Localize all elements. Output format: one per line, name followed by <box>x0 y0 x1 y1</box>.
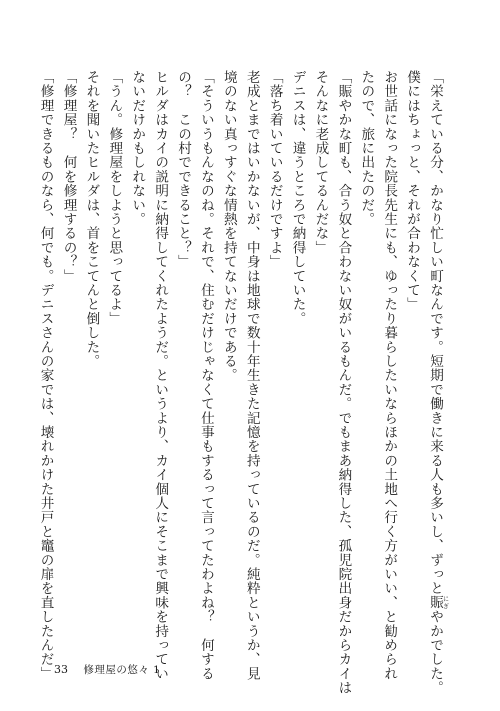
ruby-base: 賑 <box>427 595 443 610</box>
text-line: 「賑やかな町も、合う奴と合わない奴がいるもんだ。でもまあ納得した、孤児院出身だからカイは <box>335 70 352 695</box>
text-line: の？ この村でできること？」 <box>175 70 192 269</box>
text-line: それを聞いたヒルダは、首をこてんと倒した。 <box>83 70 100 369</box>
text-line: デニスは、違うところで納得していた。 <box>289 70 306 326</box>
ruby-reading: にぎ <box>441 595 449 610</box>
text-line-content: 「栄えている分、かなり忙しい町なんです。短期で働きに来る人も多いし、ずっと <box>427 70 443 596</box>
text-line: 境のない真っすぐな情熱を持てないだけである。 <box>220 70 237 383</box>
text-line: お世話になった院長先生にも、ゆったり暮らしたいならほかの土地へ行く方がいい、と勧められ <box>381 70 398 681</box>
text-line-content: やかでした。 <box>427 609 443 695</box>
text-line: 僕にはちょっと、それが合わなくて」 <box>404 70 421 312</box>
text-line: 「修理できるものなら、何でも。デニスさんの家では、壊れかけた井戸と竈の扉を直したんだ」 <box>37 70 54 681</box>
book-title: 修理屋の悠々 1 <box>83 664 161 676</box>
text-line: たので、旅に出たのだ。 <box>358 70 375 227</box>
text-line: 「うん。修理屋をしようと思ってるよ」 <box>106 70 123 326</box>
text-line: そんなに老成してるんだな」 <box>312 70 329 255</box>
text-line: 「そういうもんなのね。それで、住むだけじゃなくて仕事もするって言ってたわよね？ 何する <box>197 70 214 681</box>
page-number: 33 <box>54 663 68 676</box>
text-line: 「修理屋？ 何を修理するの？」 <box>60 70 77 283</box>
text-line: 「落ち着いているだけですよ」 <box>266 70 283 269</box>
text-line: 老成とまではいかないが、中身は地球で数十年生きた記憶を持っているのだ。純粋というか、見 <box>243 70 260 681</box>
text-line <box>423 70 449 695</box>
text-line: ないだけかもしれない。 <box>129 70 146 227</box>
ruby-word <box>427 595 449 610</box>
page-footer <box>54 663 160 677</box>
text-line: ヒルダはカイの説明に納得してくれたようだ。というより、カイ個人にそこまで興味を持ってい <box>152 70 169 681</box>
